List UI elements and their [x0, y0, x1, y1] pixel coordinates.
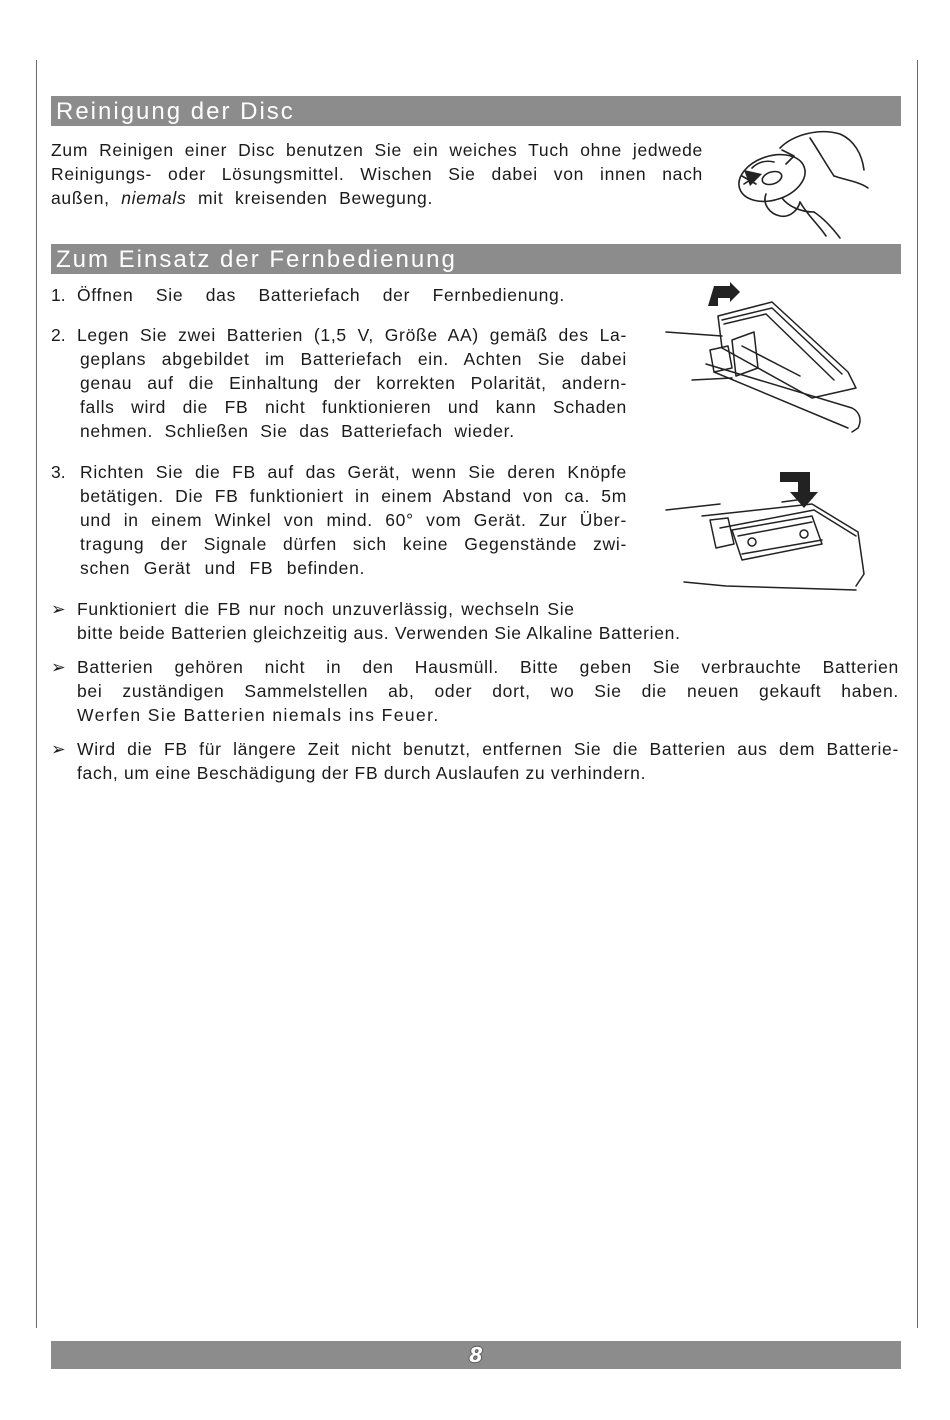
paragraph-line: tragung der Signale dürfen sich keine Gegenstände zwi-: [80, 534, 627, 554]
emphasis-text: niemals: [121, 188, 187, 208]
paragraph-line: Batterien gehören nicht in den Hausmüll. Bitte geben Sie verbrauchte Batterien: [77, 657, 899, 677]
section-heading-remote-control: Zum Einsatz der Fernbedienung: [51, 244, 901, 274]
battery-insert-illustration: [662, 470, 882, 604]
paragraph-line: fach, um eine Beschädigung der FB durch Auslaufen zu verhindern.: [77, 763, 647, 783]
step-marker: 1.: [51, 285, 66, 305]
paragraph-line: Werfen Sie Batterien niemals ins Feuer.: [77, 705, 440, 725]
page-number: 8: [469, 1343, 483, 1367]
paragraph-line: genau auf die Einhaltung der korrekten Polarität, andern-: [80, 373, 627, 393]
bullet-text-3: [77, 737, 899, 785]
paragraph-line: Funktioniert die FB nur noch unzuverlässig, wechseln Sie: [77, 599, 575, 619]
right-margin-line: [917, 60, 918, 1328]
paragraph-line: betätigen. Die FB funktioniert in einem Abstand von ca. 5m: [80, 486, 627, 506]
paragraph-line: geplans abgebildet im Batteriefach ein. Achten Sie dabei: [80, 349, 627, 369]
paragraph-line: Richten Sie die FB auf das Gerät, wenn Sie deren Knöpfe: [80, 462, 627, 482]
paragraph-line: Reinigungs- oder Lösungsmittel. Wischen Sie dabei von innen nach: [51, 164, 703, 184]
section-heading-disc-cleaning: Reinigung der Disc: [51, 96, 901, 126]
step-marker: 3.: [51, 462, 66, 482]
step-3-text: [80, 460, 627, 580]
bullet-arrow-icon: ➢: [51, 599, 66, 619]
step-1-text: [77, 283, 565, 307]
paragraph-line: Legen Sie zwei Batterien (1,5 V, Größe AA) gemäß des La-: [77, 325, 627, 345]
paragraph-line: Öffnen Sie das Batteriefach der Fernbedienung.: [77, 285, 565, 305]
disc-cleaning-paragraph: [51, 138, 703, 210]
paragraph-line: außen, niemals mit kreisenden Bewegung.: [51, 188, 434, 208]
paragraph-line: Wird die FB für längere Zeit nicht benutzt, entfernen Sie die Batterien aus dem Batterie-: [77, 739, 899, 759]
battery-open-illustration: [662, 280, 882, 440]
paragraph-line: bitte beide Batterien gleichzeitig aus. Verwenden Sie Alkaline Batterien.: [77, 623, 681, 643]
bullet-arrow-icon: ➢: [51, 739, 66, 759]
paragraph-line: schen Gerät und FB befinden.: [80, 558, 366, 578]
footer-bar: [51, 1341, 901, 1369]
bullet-text-2: [77, 655, 899, 727]
paragraph-line: nehmen. Schließen Sie das Batteriefach wieder.: [80, 421, 515, 441]
bullet-arrow-icon: ➢: [51, 657, 66, 677]
paragraph-line: Zum Reinigen einer Disc benutzen Sie ein weiches Tuch ohne jedwede: [51, 140, 703, 160]
paragraph-line: falls wird die FB nicht funktionieren und kann Schaden: [80, 397, 627, 417]
step-2-text: [77, 323, 627, 443]
step-marker: 2.: [51, 325, 66, 345]
paragraph-line: und in einem Winkel von mind. 60° vom Gerät. Zur Über-: [80, 510, 627, 530]
disc-cleaning-illustration: [722, 120, 872, 242]
paragraph-line: bei zuständigen Sammelstellen ab, oder dort, wo Sie die neuen gekauft haben.: [77, 681, 899, 701]
bullet-text-1: [77, 597, 681, 645]
left-margin-line: [36, 60, 37, 1328]
